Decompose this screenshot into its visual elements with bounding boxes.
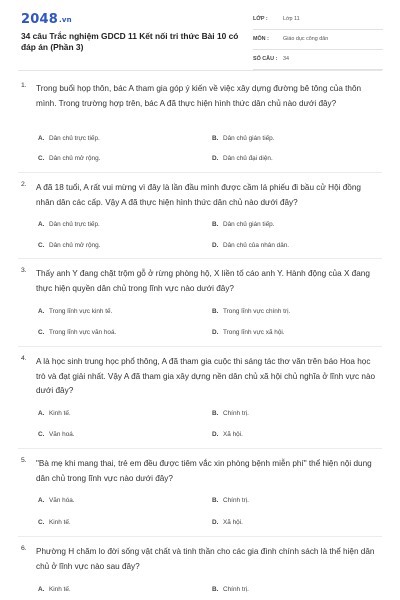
question-number: 3.: [21, 267, 27, 274]
meta-value: 34: [283, 56, 289, 62]
option-letter: A.: [38, 135, 45, 142]
question-divider: [18, 536, 382, 537]
option-text: Dân chủ đại diện.: [223, 155, 273, 162]
option-letter: B.: [212, 221, 219, 228]
option-b[interactable]: [212, 410, 249, 417]
option-text: Chính trị.: [223, 497, 249, 504]
option-a[interactable]: [38, 410, 71, 417]
option-letter: D.: [212, 329, 219, 336]
option-letter: A.: [38, 308, 45, 315]
option-letter: C.: [38, 242, 45, 249]
option-text: Xã hội.: [223, 431, 243, 438]
question-divider: [18, 258, 382, 259]
option-b[interactable]: [212, 221, 275, 228]
option-letter: B.: [212, 497, 219, 504]
option-letter: B.: [212, 135, 219, 142]
option-text: Dân chủ trực tiếp.: [49, 221, 100, 228]
option-letter: A.: [38, 221, 45, 228]
question-divider: [18, 346, 382, 347]
option-d[interactable]: [212, 155, 273, 162]
option-letter: C.: [38, 519, 45, 526]
option-text: Chính trị.: [223, 410, 249, 417]
option-letter: A.: [38, 410, 45, 417]
option-c[interactable]: [38, 242, 100, 249]
option-text: Dân chủ mở rộng.: [49, 155, 101, 162]
option-letter: B.: [212, 586, 219, 593]
option-letter: A.: [38, 586, 45, 593]
logo-suffix: .vn: [58, 16, 72, 24]
question-text: A đã 18 tuổi, A rất vui mừng vì đây là lần đầu mình được cầm lá phiếu đi bầu cử Hội đồng nhân dân các cấp. Vậy A đã thực hiện hình thức dân chủ nào dưới đây?: [36, 183, 361, 207]
option-text: Dân chủ gián tiếp.: [223, 135, 275, 142]
option-c[interactable]: [38, 155, 100, 162]
option-b[interactable]: [212, 308, 290, 315]
question-text: A là học sinh trung học phổ thông, A đã tham gia cuộc thi sáng tác thơ văn trên báo Hoa học trò và đạt giải nhất. Vậy A đã tham gia xây dựng nền dân chủ xã hội chủ nghĩa ở lĩnh vực nào dưới đây?: [36, 357, 376, 396]
meta-label: MÔN :: [253, 36, 269, 42]
option-a[interactable]: [38, 221, 100, 228]
option-a[interactable]: [38, 135, 100, 142]
option-b[interactable]: [212, 135, 275, 142]
option-letter: A.: [38, 497, 45, 504]
option-d[interactable]: [212, 519, 243, 526]
document-title: 34 câu Trắc nghiệm GDCD 11 Kết nối tri thức Bài 10 có đáp án (Phần 3): [21, 31, 239, 52]
option-d[interactable]: [212, 329, 285, 336]
option-letter: C.: [38, 329, 45, 336]
question-divider: [18, 172, 382, 173]
meta-value: Lớp 11: [283, 16, 300, 22]
meta-row-count: [253, 50, 383, 70]
option-letter: D.: [212, 519, 219, 526]
option-a[interactable]: [38, 308, 112, 315]
header-divider: [18, 70, 382, 71]
option-letter: C.: [38, 155, 45, 162]
option-letter: B.: [212, 410, 219, 417]
question-number: 5.: [21, 457, 27, 464]
option-d[interactable]: [212, 242, 289, 249]
question-number: 1.: [21, 82, 27, 89]
meta-label: LỚP :: [253, 16, 268, 22]
option-a[interactable]: [38, 497, 75, 504]
option-b[interactable]: [212, 586, 249, 593]
meta-row-subject: [253, 30, 383, 50]
option-c[interactable]: [38, 431, 75, 438]
option-c[interactable]: [38, 519, 71, 526]
option-c[interactable]: [38, 329, 116, 336]
option-letter: D.: [212, 155, 219, 162]
site-logo[interactable]: [21, 12, 72, 27]
option-text: Dân chủ trực tiếp.: [49, 135, 100, 142]
question-number: 2.: [21, 181, 27, 188]
meta-label: SỐ CÂU :: [253, 56, 278, 62]
option-letter: C.: [38, 431, 45, 438]
question-number: 6.: [21, 545, 27, 552]
option-text: Trong lĩnh vực xã hội.: [223, 329, 285, 336]
option-text: Kinh tế.: [49, 519, 71, 526]
option-letter: D.: [212, 242, 219, 249]
document-meta: [253, 10, 383, 70]
question-text: Thấy anh Y đang chặt trộm gỗ ở rừng phòng hộ, X liền tố cáo anh Y. Hành động của X đang thực hiện quyền dân chủ trong lĩnh vực nào dưới đây?: [36, 269, 370, 293]
option-text: Trong lĩnh vực văn hoá.: [49, 329, 117, 336]
option-text: Xã hội.: [223, 519, 243, 526]
option-text: Dân chủ mở rộng.: [49, 242, 101, 249]
option-text: Dân chủ của nhân dân.: [223, 242, 290, 249]
option-text: Chính trị.: [223, 586, 249, 593]
question-text: Phường H chăm lo đời sống vật chất và tinh thần cho các gia đình chính sách là thể hiện dân chủ ở lĩnh vực nào sau đây?: [36, 547, 375, 571]
option-a[interactable]: [38, 586, 71, 593]
option-d[interactable]: [212, 431, 243, 438]
option-text: Kinh tế.: [49, 586, 71, 593]
document-header: [0, 0, 400, 64]
meta-value: Giáo dục công dân: [283, 36, 329, 42]
option-text: Dân chủ gián tiếp.: [223, 221, 275, 228]
option-text: Văn hóa.: [49, 497, 75, 504]
option-text: Trong lĩnh vực chính trị.: [223, 308, 291, 315]
option-b[interactable]: [212, 497, 249, 504]
question-divider: [18, 448, 382, 449]
question-number: 4.: [21, 355, 27, 362]
question-text: Trong buổi họp thôn, bác A tham gia góp ý kiến về việc xây dựng đường bê tông của thôn mình. Trong trường hợp trên, bác A đã thực hiện hình thức dân chủ nào dưới đây?: [36, 84, 362, 108]
option-text: Kinh tế.: [49, 410, 71, 417]
option-letter: D.: [212, 431, 219, 438]
logo-text: 2048: [21, 12, 58, 27]
option-letter: B.: [212, 308, 219, 315]
option-text: Trong lĩnh vực kinh tế.: [49, 308, 113, 315]
option-text: Văn hoá.: [49, 431, 75, 438]
question-text: "Bà mẹ khi mang thai, trẻ em đều được tiêm vắc xin phòng bệnh miễn phí" thể hiện nội dung dân chủ trong lĩnh vực nào dưới đây?: [36, 459, 372, 483]
meta-row-grade: [253, 10, 383, 30]
